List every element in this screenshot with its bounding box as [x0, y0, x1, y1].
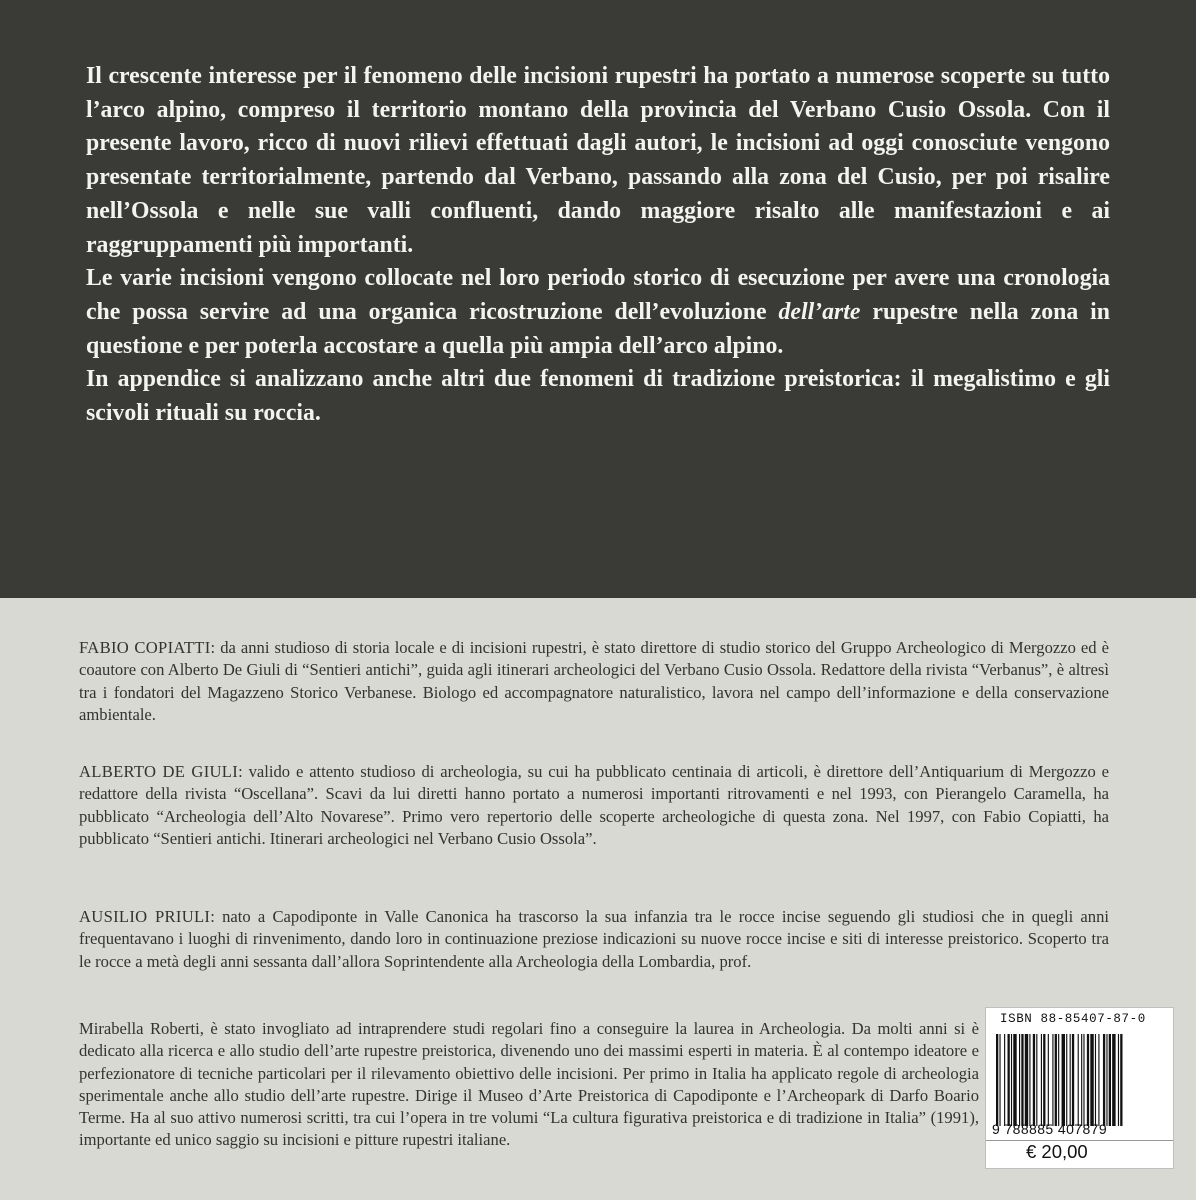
- barcode-bar: [1036, 1034, 1037, 1126]
- barcode-bar: [1043, 1034, 1045, 1126]
- barcode-bar: [1066, 1034, 1067, 1126]
- barcode-bar: [1112, 1034, 1115, 1126]
- blurb-text: [86, 60, 1110, 431]
- barcode-bar: [1087, 1034, 1089, 1126]
- cover-blurb-panel: [0, 0, 1196, 598]
- barcode-bar: [1033, 1034, 1035, 1126]
- barcode-bar: [1062, 1034, 1065, 1126]
- bio-priuli-part-2: Mirabella Roberti, è stato invogliato ad intraprendere studi regolari fino a conseguire la laurea in Archeologia. Da molti anni si è dedicato alla ricerca e allo studio dell’arte rupestre preistorica, divenendo uno dei massimi esperti in materia. È al contempo ideatore e perfezionatore di tecniche particolari per il rilevamento obiettivo delle incisioni. Per primo in Italia ha applicato regole di archeologia sperimentale anche allo studio dell’arte rupestre. Dirige il Museo d’Arte Preistorica di Capodiponte e l’Archeopark di Darfo Boario Terme. Ha al suo attivo numerosi scritti, tra cui l’opera in tre volumi “La cultura figurativa preistorica e di tradizione in Italia” (1991), importante ed unico saggio su incisioni e pitture rupestri italiane.: [79, 1019, 979, 1150]
- barcode-bar: [996, 1034, 998, 1126]
- ean-digits: 9 788885 407879: [992, 1121, 1107, 1137]
- barcode-bar: [1052, 1034, 1053, 1126]
- barcode-bar: [1081, 1034, 1082, 1126]
- barcode-bar: [1004, 1034, 1005, 1126]
- blurb-paragraph-2: [86, 262, 1110, 363]
- barcode-bar: [1083, 1034, 1084, 1126]
- barcode-bar: [1095, 1034, 1096, 1126]
- blurb-paragraph-3: In appendice si analizzano anche altri due fenomeni di tradizione preistorica: il megalistimo e gli scivoli rituali su roccia.: [86, 366, 1110, 427]
- barcode-bar: [1041, 1034, 1042, 1126]
- barcode-bar: [1013, 1034, 1016, 1126]
- bio-priuli-text-1: : nato a Capodiponte in Valle Canonica ha trascorso la sua infanzia tra le rocce incise seguendo gli studiosi che in quegli anni frequentavano i luoghi di rinvenimento, dando loro in continuazione preziose indicazioni su nuove rocce incise e siti di interesse preistorico. Scoperto tra le rocce a metà degli anni sessanta dall’allora Soprintendente alla Archeologia della Lombardia, prof.: [79, 907, 1109, 971]
- barcode-bar: [1109, 1034, 1111, 1126]
- barcode-icon: [994, 1034, 1166, 1126]
- barcode-bar: [1058, 1034, 1059, 1126]
- bio-copiatti: [79, 637, 1109, 726]
- barcode-bar: [1021, 1034, 1023, 1126]
- barcode-label: [985, 1007, 1174, 1169]
- price-tag: € 20,00: [1026, 1141, 1088, 1162]
- barcode-bar: [1090, 1034, 1093, 1126]
- barcode-bar: [1025, 1034, 1028, 1126]
- author-name-copiatti: FABIO COPIATTI: [79, 638, 211, 657]
- bio-degiuli: [79, 761, 1109, 850]
- blurb-italic-term: dell’arte: [778, 298, 861, 325]
- bio-degiuli-text: : valido e attento studioso di archeologia, su cui ha pubblicato centinaia di articoli, è direttore dell’Antiquarium di Mergozzo e redattore della rivista “Oscellana”. Scavi da lui diretti hanno portato a numerosi importanti ritrovamenti e nel 1993, con Pierangelo Caramella, ha pubblicato “Archeologia dell’Alto Novarese”. Primo vero repertorio delle scoperte archeologiche di questa zona. Nel 1997, con Fabio Copiatti, ha pubblicato “Sentieri antichi. Itinerari archeologici nel Verbano Cusio Ossola”.: [79, 762, 1110, 848]
- barcode-bar: [1098, 1034, 1099, 1126]
- isbn-number: ISBN 88-85407-87-0: [1000, 1012, 1146, 1026]
- blurb-paragraph-1: Il crescente interesse per il fenomeno delle incisioni rupestri ha portato a numerose scoperte su tutto l’arco alpino, compreso il territorio montano della provincia del Verbano Cusio Ossola. Con il presente lavoro, ricco di nuovi rilievi effettuati dagli autori, le incisioni ad oggi conosciute vengono presentate territorialmente, partendo dal Verbano, passando alla zona del Cusio, per poi risalire nell’Ossola e nelle sue valli confluenti, dando maggiore risalto alle manifestazioni e ai raggruppamenti più importanti.: [86, 63, 1110, 258]
- blurb-paragraph-2-start: Le varie incisioni vengono collocate nel loro periodo storico di esecuzione per avere una cronologia che possa servire ad una organica ricostruzione dell’evoluzione: [86, 265, 1110, 325]
- barcode-bar: [1019, 1034, 1020, 1126]
- barcode-bar: [1078, 1034, 1079, 1126]
- barcode-bar: [1048, 1034, 1049, 1126]
- barcode-bar: [1072, 1034, 1074, 1126]
- bio-priuli-part-1: [79, 906, 1109, 973]
- author-name-priuli: AUSILIO PRIULI: [79, 907, 211, 926]
- bio-copiatti-text: : da anni studioso di storia locale e di incisioni rupestri, è stato direttore di studio storico del Gruppo Archeologico di Mergozzo ed è coautore con Alberto De Giuli di “Sentieri antichi”, guida agli itinerari archeologici del Verbano Cusio Ossola. Redattore della rivista “Verbanus”, è altresì tra i fondatori del Magazzeno Storico Verbanese. Biologo ed accompagnatore naturalistico, lavora nel campo dell’informazione e della conservazione ambientale.: [79, 638, 1109, 724]
- barcode-bar: [1118, 1034, 1119, 1126]
- barcode-bar: [999, 1034, 1000, 1126]
- barcode-bar: [1008, 1034, 1010, 1126]
- barcode-bar: [1070, 1034, 1071, 1126]
- blurb-paragraph-2-end: rupestre nella zona in questione e per poterla accostare a quella più ampia dell’arco alpino.: [86, 298, 1110, 359]
- barcode-bar: [1106, 1034, 1107, 1126]
- barcode-bar: [1055, 1034, 1057, 1126]
- barcode-bar: [1011, 1034, 1012, 1126]
- barcode-bar: [1029, 1034, 1030, 1126]
- barcode-bar: [1103, 1034, 1105, 1126]
- barcode-bar: [1120, 1034, 1122, 1126]
- author-name-degiuli: ALBERTO DE GIULI: [79, 762, 239, 781]
